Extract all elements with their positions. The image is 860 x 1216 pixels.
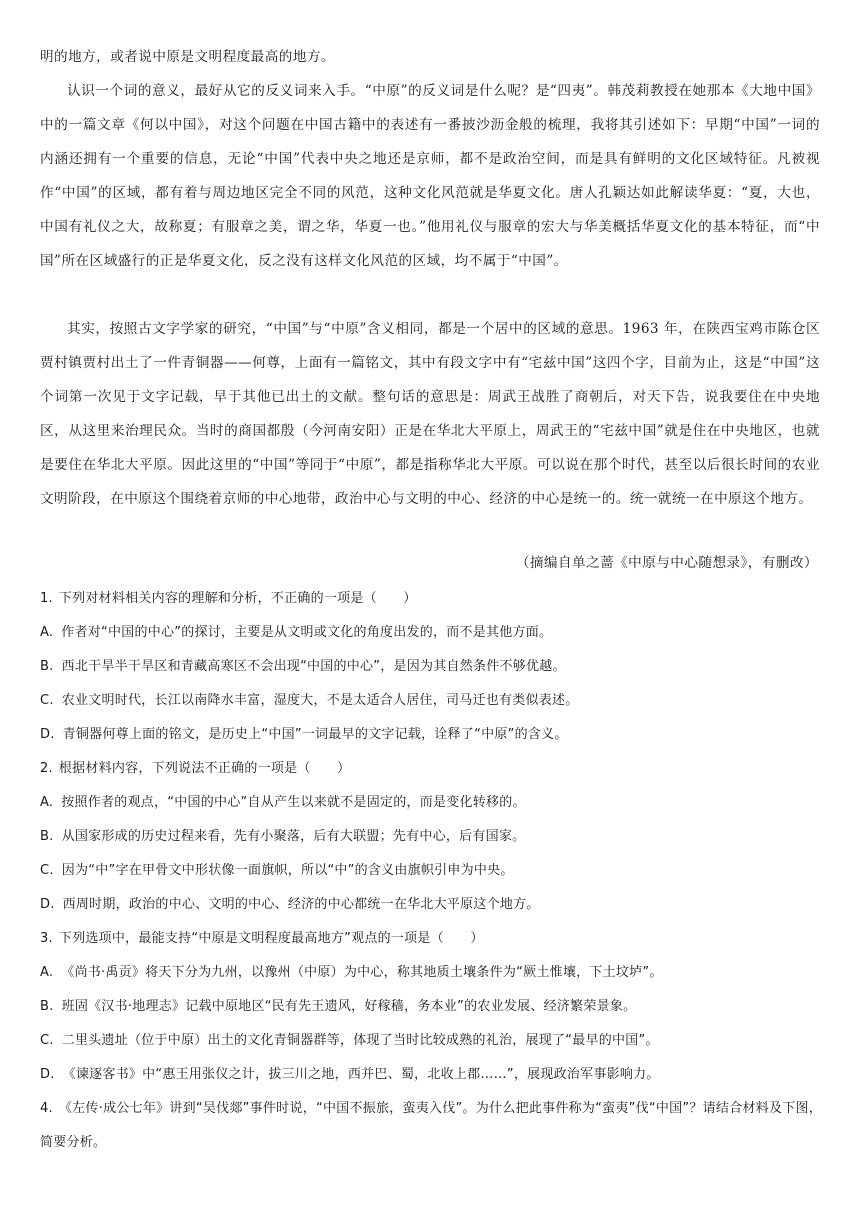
option-letter: A. [40,965,54,980]
question-number: 2. [40,761,53,776]
option-text: 《尚书·禹贡》将天下分为九州，以豫州（中原）为中心，称其地质土壤条件为“厥土惟壤，下土坟垆”。 [61,965,663,980]
question-1-option-d [40,718,822,752]
option-text: 西周时期，政治的中心、文明的中心、经济的中心都统一在华北大平原这个地方。 [62,897,540,912]
option-letter: B. [40,999,54,1014]
article-paragraph-bronze: 其实，按照古文字学家的研究，“中国”与“中原”含义相同，都是一个居中的区域的意思。1963 年，在陕西宝鸡市陈仓区贾村镇贾村出土了一件青铜器——何尊，上面有一篇铭文，其中有段文字中有“宅兹中国”这四个字，目前为止，这是“中国”这个词第一次见于文字记载，早于其他已出土的文献。整句话的意思是：周武王战胜了商朝后，对天下告，说我要住在中央地区，从这里来治理民众。当时的商国都殷（今河南安阳）正是在华北大平原上，周武王的“宅兹中国”就是住在中央地区，也就是要住在华北大平原。因此这里的“中国”等同于“中原”，都是指称华北大平原。可以说在那个时代，甚至以后很长时间的农业文明阶段，在中原这个围绕着京师的中心地带，政治中心与文明的中心、经济的中心是统一的。统一就统一在中原这个地方。 [40,321,820,507]
option-text: 青铜器何尊上面的铭文，是历史上“中国”一词最早的文字记载，诠释了“中原”的含义。 [62,727,568,742]
option-text: 因为“中”字在甲骨文中形状像一面旗帜，所以“中”的含义由旗帜引申为中央。 [61,863,514,878]
question-3-option-c [40,1024,822,1058]
option-letter: D. [40,897,55,912]
question-stem-text: 下列选项中，最能支持“中原是文明程度最高地方”观点的一项是（ ） [58,931,484,946]
question-stem-text: 下列对材料相关内容的理解和分析，不正确的一项是（ ） [58,591,417,606]
question-1-option-a [40,616,822,650]
question-3-stem [40,922,822,956]
option-text: 作者对“中国的中心”的探讨，主要是从文明或文化的角度出发的，而不是其他方面。 [61,625,553,640]
question-3-option-b [40,990,822,1024]
question-1-option-b [40,650,822,684]
question-2-option-a [40,786,822,820]
option-letter: C. [40,1033,54,1048]
option-letter: C. [40,693,54,708]
option-letter: B. [40,659,54,674]
question-stem-text: 《左传·成公七年》讲到“吴伐郯”事件时说，“中国不振旅，蛮夷入伐”。为什么把此事件称为“蛮夷”伐“中国”？请结合材料及下图，简要分析。 [40,1101,822,1150]
option-text: 从国家形成的历史过程来看，先有小聚落，后有大联盟；先有中心，后有国家。 [61,829,526,844]
option-letter: B. [40,829,54,844]
option-letter: A. [40,795,54,810]
option-text: 农业文明时代，长江以南降水丰富，湿度大，不是太适合人居住，司马迁也有类似表述。 [61,693,579,708]
option-letter: D. [40,727,55,742]
option-letter: C. [40,863,54,878]
question-3-option-a [40,956,822,990]
article-paragraph-antonym: 认识一个词的意义，最好从它的反义词来入手。“中原”的反义词是什么呢？是“四夷”。韩茂莉教授在她那本《大地中国》中的一篇文章《何以中国》，对这个问题在中国古籍中的表述有一番披沙沥金般的梳理，我将其引述如下：早期“中国”一词的内涵还拥有一个重要的信息，无论“中国”代表中央之地还是京师，都不是政治空间，而是具有鲜明的文化区域特征。凡被视作“中国”的区域，都有着与周边地区完全不同的风范，这种文化风范就是华夏文化。唐人孔颖达如此解读华夏：“夏，大也，中国有礼仪之大，故称夏；有服章之美，谓之华，华夏一也。”他用礼仪与服章的宏大与华美概括华夏文化的基本特征，而“中国”所在区域盛行的正是华夏文化，反之没有这样文化风范的区域，均不属于“中国”。 [40,83,820,269]
question-4-stem [40,1092,822,1160]
option-text: 按照作者的观点，“中国的中心”自从产生以来就不是固定的，而是变化转移的。 [61,795,526,810]
option-letter: A. [40,625,54,640]
option-text: 《谏逐客书》中“惠王用张仪之计，拔三川之地，西并巴、蜀，北收上郡……”，展现政治军事影响力。 [62,1067,660,1082]
option-text: 班固《汉书·地理志》记载中原地区“民有先王遗风，好稼穑，务本业”的农业发展、经济繁荣景象。 [61,999,637,1014]
question-3-option-d [40,1058,822,1092]
option-letter: D. [40,1067,55,1082]
article-source-citation: （摘编自单之蔷《中原与中心随想录》，有删改） [515,555,818,571]
option-text: 二里头遗址（位于中原）出土的文化青铜器群等，体现了当时比较成熟的礼治，展现了“最早的中国”。 [61,1033,659,1048]
question-stem-text: 根据材料内容，下列说法不正确的一项是（ ） [58,761,351,776]
question-number: 1. [40,591,53,606]
question-2-option-b [40,820,822,854]
question-number: 4. [40,1101,53,1116]
question-1-option-c [40,684,822,718]
article-paragraph-continued: 明的地方，或者说中原是文明程度最高的地方。 [40,49,335,65]
question-number: 3. [40,931,53,946]
question-2-option-c [40,854,822,888]
question-2-stem [40,752,822,786]
option-text: 西北干旱半干旱区和青藏高寒区不会出现“中国的中心”，是因为其自然条件不够优越。 [61,659,566,674]
question-2-option-d [40,888,822,922]
question-1-stem [40,582,822,616]
